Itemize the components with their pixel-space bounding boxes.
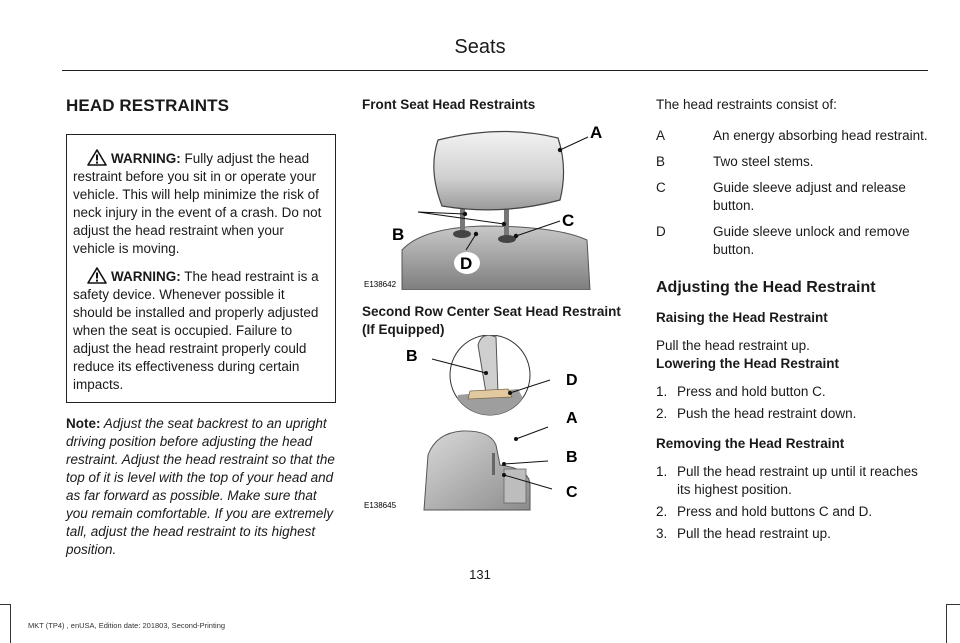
step-number: 3. (656, 526, 668, 541)
lowering-heading: Lowering the Head Restraint (656, 356, 840, 371)
page-header-title: Seats (454, 36, 506, 58)
column-middle (362, 96, 632, 114)
part-key: A (656, 128, 666, 143)
part-value: Guide sleeve unlock and remove button. (713, 224, 910, 257)
part-value: Guide sleeve adjust and release button. (713, 180, 906, 213)
list-item (656, 503, 928, 521)
list-item (656, 153, 928, 171)
second-row-heading-wrap (362, 303, 632, 339)
warning-triangle-icon (87, 267, 107, 284)
step-number: 2. (656, 406, 668, 421)
step-text: Push the head restraint down. (677, 406, 857, 421)
raising-text: Pull the head restraint up. (656, 338, 810, 353)
callout-label: B (392, 225, 405, 244)
step-text: Press and hold button C. (677, 384, 826, 399)
warning-2 (73, 267, 327, 394)
list-item (656, 127, 928, 145)
list-item (656, 223, 928, 259)
callout-label: B (566, 449, 578, 466)
removing-heading: Removing the Head Restraint (656, 436, 845, 451)
warning-label: WARNING: (111, 151, 181, 166)
crop-mark (946, 604, 947, 643)
list-item (656, 179, 928, 215)
front-seat-heading: Front Seat Head Restraints (362, 97, 536, 112)
crop-mark (946, 604, 960, 605)
note-text: Adjust the seat backrest to an upright driving position before adjusting the head restraint. Adjust the head restraint so that the top of it is level with the top of your head and as far forward as possible. Make sure that you remain comfortable. If you are extremely tall, adjust the head restraint to its highest position. (66, 416, 335, 557)
part-key: B (656, 154, 666, 169)
second-row-head-restraint-figure (362, 335, 622, 515)
lowering-steps (656, 383, 928, 423)
header-divider (62, 70, 928, 71)
second-row-heading: Second Row Center Seat Head Restraint (If Equipped) (362, 304, 621, 337)
section-heading: HEAD RESTRAINTS (66, 96, 230, 115)
part-key: C (656, 180, 666, 195)
warning-text: The head restraint is a safety device. Whenever possible it should be installed and properly adjusted when the seat is occupied. Failure to adjust the head restraint properly could reduce its effectiveness during certain impacts. (73, 269, 319, 392)
adjusting-heading: Adjusting the Head Restraint (656, 279, 876, 296)
list-item (656, 463, 928, 499)
part-key: D (656, 224, 666, 239)
page-number: 131 (469, 567, 491, 582)
note (66, 415, 336, 559)
list-item (656, 405, 928, 423)
callout-label: D (460, 254, 473, 273)
step-number: 1. (656, 464, 668, 479)
column-left (66, 96, 336, 559)
note-label: Note: (66, 416, 101, 431)
figure-code: E138645 (364, 501, 397, 510)
callout-label: A (590, 123, 603, 142)
list-item (656, 383, 928, 401)
warning-text: Fully adjust the head restraint before you sit in or operate your vehicle. This will help minimize the risk of neck injury in the event of a crash. Do not adjust the head restraint when your vehicle is moving. (73, 151, 322, 256)
column-right (656, 96, 928, 547)
step-text: Pull the head restraint up. (677, 526, 831, 541)
step-text: Press and hold buttons C and D. (677, 504, 873, 519)
part-value: Two steel stems. (713, 154, 814, 169)
warning-box (66, 134, 336, 403)
part-value: An energy absorbing head restraint. (713, 128, 928, 143)
warning-1 (73, 149, 327, 258)
callout-label: B (406, 348, 418, 365)
raising-heading: Raising the Head Restraint (656, 310, 828, 325)
step-number: 1. (656, 384, 668, 399)
removing-steps (656, 463, 928, 543)
callout-label: D (566, 372, 578, 389)
figure-code: E138642 (364, 280, 397, 289)
parts-intro: The head restraints consist of: (656, 97, 837, 112)
warning-label: WARNING: (111, 269, 181, 284)
callout-label: C (562, 211, 575, 230)
step-number: 2. (656, 504, 668, 519)
footer-text: MKT (TP4) , enUSA, Edition date: 201803, Second-Printing (28, 621, 226, 630)
front-head-restraint-figure (362, 120, 622, 290)
parts-list (656, 127, 928, 259)
list-item (656, 525, 928, 543)
warning-triangle-icon (87, 149, 107, 166)
step-text: Pull the head restraint up until it reaches its highest position. (677, 464, 918, 497)
callout-label: C (566, 484, 578, 501)
crop-mark (10, 604, 11, 643)
crop-mark (0, 604, 11, 605)
callout-label: A (566, 410, 578, 427)
